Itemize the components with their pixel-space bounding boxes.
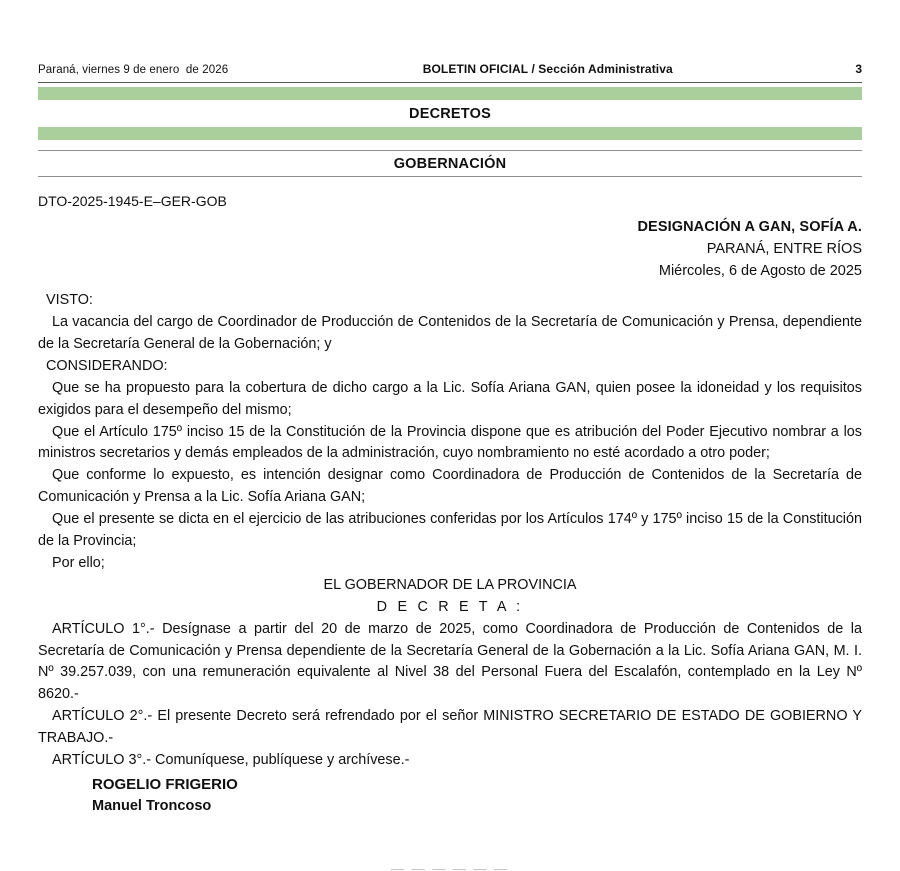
considerando-paragraph-2: Que el Artículo 175º inciso 15 de la Constitución de la Provincia dispone que es atribución del Poder Ejecutivo nombrar a los ministros secretarios y demás empleados de la administración, cuyo nombramiento no esté acordado a otro poder; <box>38 423 862 462</box>
article-3: ARTÍCULO 3°.- Comuníquese, publíquese y archívese.- <box>52 751 410 768</box>
section-heading-gobernacion: GOBERNACIÓN <box>393 156 507 172</box>
considerando-paragraph-5: Por ello; <box>52 554 105 571</box>
decree-date: Miércoles, 6 de Agosto de 2025 <box>658 262 862 279</box>
green-bar-top <box>38 87 862 100</box>
header-page-number: 3 <box>855 62 862 76</box>
green-bar-bottom <box>38 127 862 140</box>
running-header <box>38 0 862 76</box>
signatory-name: ROGELIO FRIGERIO <box>92 775 238 793</box>
decree-title: DESIGNACIÓN A GAN, SOFÍA A. <box>637 219 862 235</box>
header-publication-title: BOLETIN OFICIAL / Sección Administrativa <box>422 62 673 76</box>
section-heading-decretos: DECRETOS <box>409 106 491 122</box>
visto-label: VISTO: <box>46 292 93 309</box>
considerando-label: CONSIDERANDO: <box>46 357 168 374</box>
signature-block <box>38 772 862 817</box>
spacer <box>38 140 862 150</box>
footer-separator: — — — — — — <box>390 861 510 871</box>
enacting-line: EL GOBERNADOR DE LA PROVINCIA <box>323 576 577 593</box>
decree-body <box>38 282 862 816</box>
visto-paragraph: La vacancia del cargo de Coordinador de Producción de Contenidos de la Secretaría de Comunicación y Prensa, dependiente de la Secretaría General de la Gobernación; y <box>38 314 862 353</box>
header-dateline: Paraná, viernes 9 de enero de 2026 <box>38 64 229 76</box>
decree-heading-block <box>38 209 862 282</box>
decree-place: PARANÁ, ENTRE RÍOS <box>706 240 862 257</box>
considerando-paragraph-1: Que se ha propuesto para la cobertura de dicho cargo a la Lic. Sofía Ariana GAN, quien posee la idoneidad y los requisitos exigidos para el desempeño del mismo; <box>38 379 862 418</box>
article-2: ARTÍCULO 2°.- El presente Decreto será refrendado por el señor MINISTRO SECRETARIO DE ESTADO DE GOBIERNO Y TRABAJO.- <box>38 708 862 747</box>
decree-identifier: DTO-2025-1945-E–GER-GOB <box>38 193 227 209</box>
decreta-line: D E C R E T A : <box>376 598 524 615</box>
article-1: ARTÍCULO 1°.- Desígnase a partir del 20 de marzo de 2025, como Coordinadora de Producción de Contenidos de la Secretaría de Comunicación y Prensa dependiente de la Secretaría General de la Gobernación a la Lic. Sofía Ariana GAN, M. I. Nº 39.257.039, con una remuneración equivalente al Nivel 38 del Personal Fuera del Escalafón, contemplado en la Ley Nº 8620.- <box>38 620 862 703</box>
considerando-paragraph-4: Que el presente se dicta en el ejercicio de las atribuciones conferidas por los Artículos 174º y 175º inciso 15 de la Constitución de la Provincia; <box>38 511 862 550</box>
considerando-paragraph-3: Que conforme lo expuesto, es intención designar como Coordinadora de Producción de Contenidos de la Secretaría de Comunicación y Prensa a la Lic. Sofía Ariana GAN; <box>38 467 862 506</box>
countersignatory-name: Manuel Troncoso <box>92 797 212 814</box>
